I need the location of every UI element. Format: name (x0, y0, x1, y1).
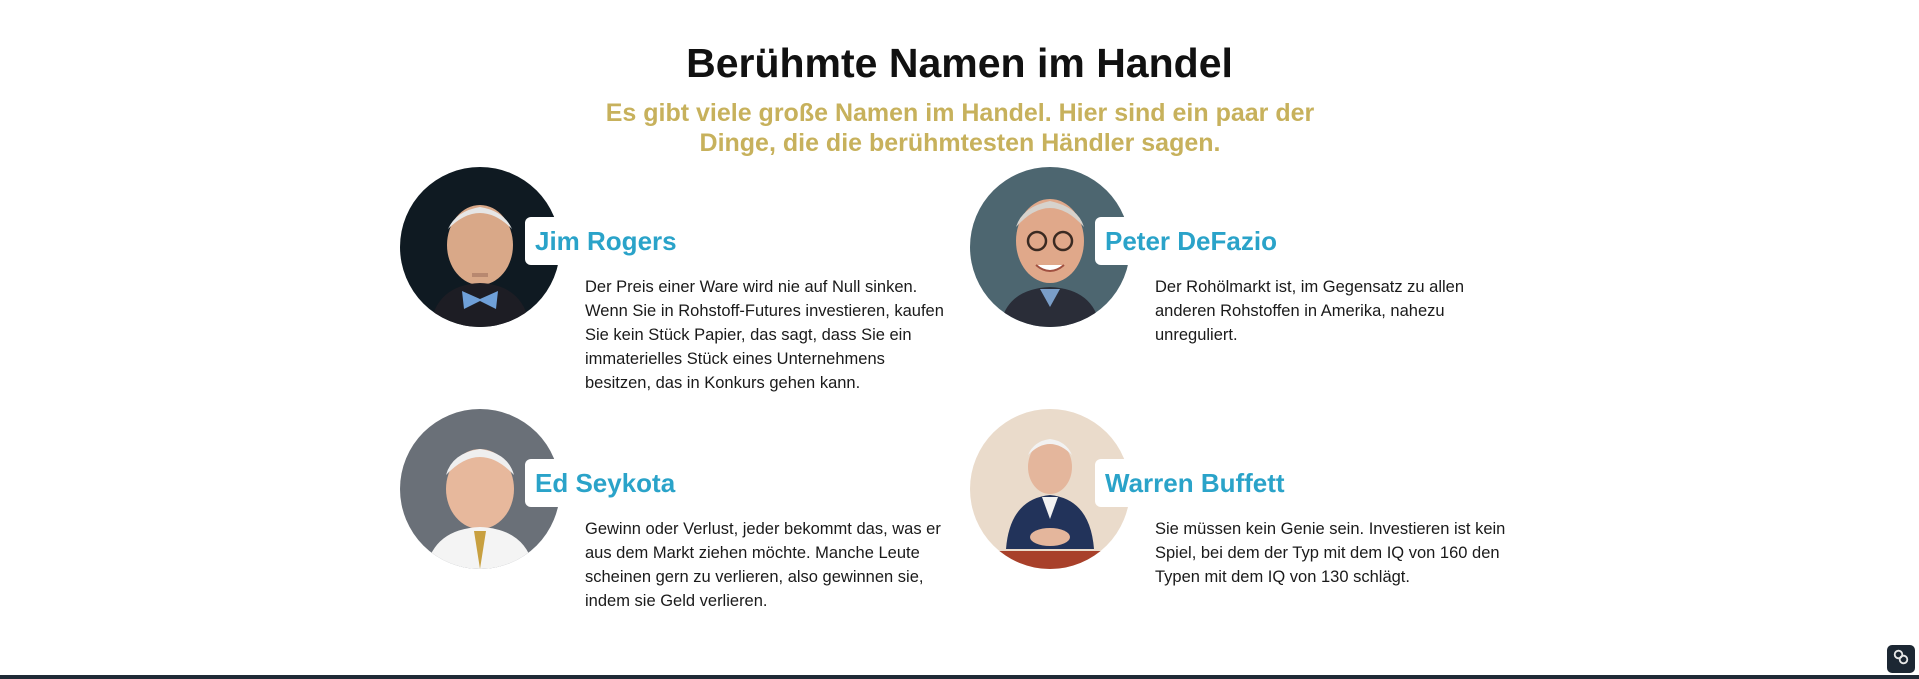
trader-card-ed-seykota (400, 409, 960, 629)
name-label-box (1095, 217, 1287, 265)
trader-name: Jim Rogers (535, 225, 677, 256)
trader-quote: Gewinn oder Verlust, jeder bekommt das, was er aus dem Markt ziehen möchte. Manche Leute scheinen gern zu verlieren, also gewinnen sie, indem sie Geld verlieren. (585, 520, 941, 610)
trader-name: Warren Buffett (1105, 467, 1285, 498)
section-title: Berühmte Namen im Handel (686, 40, 1233, 86)
section-subtitle: Es gibt viele große Namen im Handel. Hier sind ein paar der Dinge, die die berühmtesten Händler sagen. (605, 99, 1315, 157)
trader-quote: Der Preis einer Ware wird nie auf Null sinken. Wenn Sie in Rohstoff-Futures investieren, kaufen Sie kein Stück Papier, das sagt, dass Sie ein immaterielles Stück eines Unternehmens besitzen, das in Konkurs gehen kann. (585, 278, 944, 392)
link-icon (1892, 648, 1910, 671)
trader-quote: Der Rohölmarkt ist, im Gegensatz zu allen anderen Rohstoffen in Amerika, nahezu unreguliert. (1155, 278, 1465, 344)
trader-card-peter-defazio (970, 167, 1530, 387)
name-label-box (525, 459, 685, 507)
footer-edge (0, 675, 1919, 679)
name-label-box (1095, 459, 1295, 507)
name-label-box (525, 217, 687, 265)
trader-name: Ed Seykota (535, 467, 676, 498)
trader-card-jim-rogers (400, 167, 960, 392)
trader-card-warren-buffett (970, 409, 1530, 629)
corner-widget-button[interactable] (1887, 645, 1915, 673)
trader-name: Peter DeFazio (1105, 225, 1277, 256)
trader-quote: Sie müssen kein Genie sein. Investieren ist kein Spiel, bei dem der Typ mit dem IQ von 160 den Typen mit dem IQ von 130 schlägt. (1155, 520, 1506, 586)
